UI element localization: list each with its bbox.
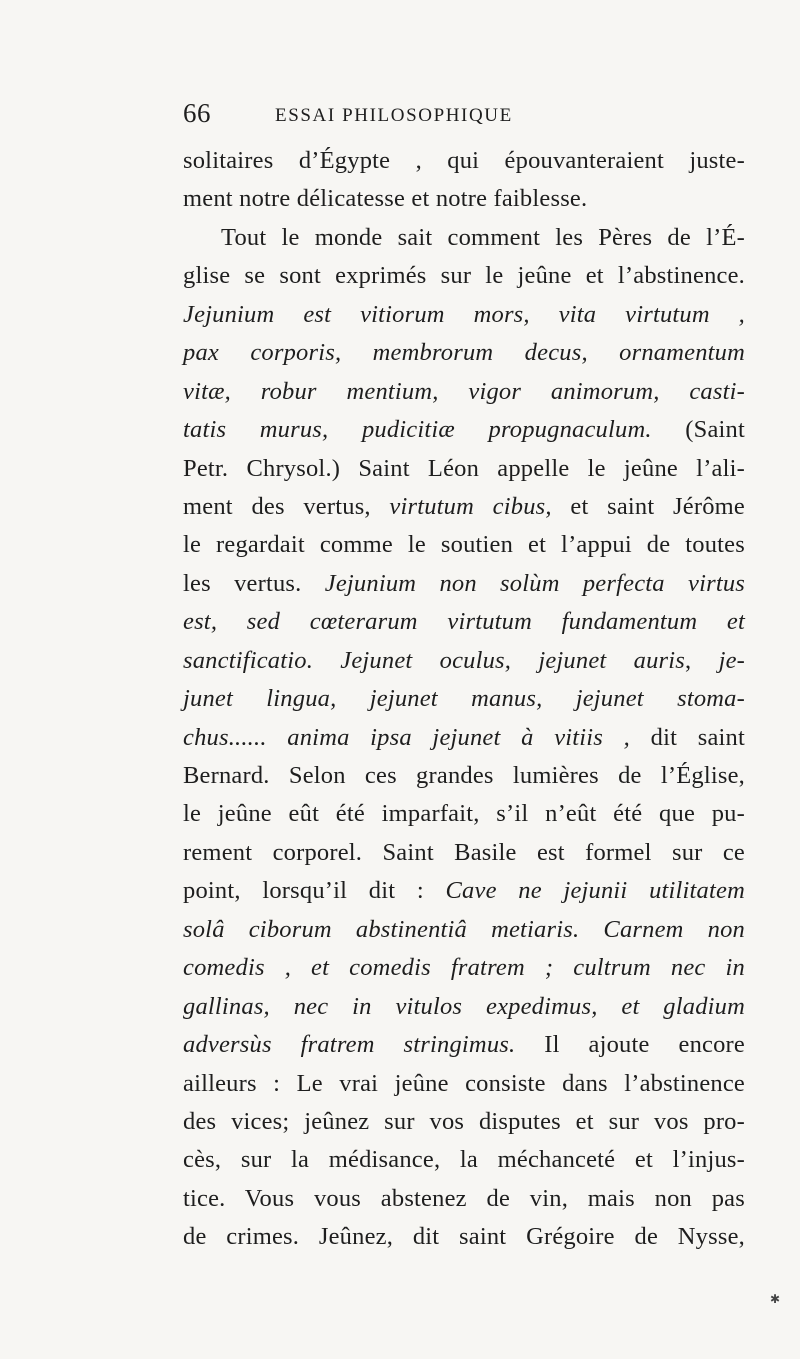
text-line (183, 988, 745, 1026)
text-line (183, 373, 745, 411)
text-line (183, 872, 745, 910)
text-segment: tice. Vous vous abstenez de vin, mais non pas (183, 1184, 745, 1212)
latin-quote-segment: adversùs fratrem stringimus. (183, 1031, 516, 1059)
text-line (183, 911, 745, 949)
text-segment: les vertus. (183, 569, 325, 597)
text-line (183, 834, 745, 872)
latin-quote-segment: Jejunium non solùm perfecta virtus (324, 569, 746, 597)
text-segment: Tout le monde sait comment les Pères de l’É- (221, 223, 745, 251)
text-segment: glise se sont exprimés sur le jeûne et l’abstinence. (183, 262, 745, 290)
latin-quote-segment: gallinas, nec in vitulos expedimus, et gladium (183, 992, 745, 1020)
text-line (183, 757, 745, 795)
text-line (183, 642, 745, 680)
latin-quote-segment: solâ ciborum abstinentiâ metiaris. Carnem non (183, 915, 745, 943)
text-line (183, 1141, 745, 1179)
latin-quote-segment: Cave ne jejunii utilitatem (445, 877, 745, 905)
latin-quote-segment: sanctificatio. Jejunet oculus, jejunet auris (183, 646, 686, 674)
running-head-title: ESSAI PHILOSOPHIQUE (275, 105, 513, 126)
latin-quote-segment: est, sed cœterarum virtutum fundamentum et (183, 608, 745, 636)
text-line (183, 795, 745, 833)
latin-quote-segment: pax corporis, membrorum decus, ornamentum (183, 339, 745, 367)
text-segment: ailleurs : Le vrai jeûne consiste dans l’abstinence (183, 1069, 745, 1097)
latin-quote-segment: comedis , et comedis fratrem ; cultrum nec in (183, 954, 745, 982)
latin-quote-segment: vitæ, robur mentium, vigor animorum, casti- (183, 377, 745, 405)
text-line (183, 1103, 745, 1141)
text-segment: Il ajoute encore (515, 1031, 745, 1059)
body-text (183, 142, 745, 1257)
latin-quote-segment: virtutum cibus, (389, 492, 552, 520)
text-segment: point, lorsqu’il dit : (183, 877, 446, 905)
text-segment: (Saint (651, 416, 745, 444)
page-number: 66 (183, 98, 211, 128)
text-line (183, 488, 745, 526)
text-line (183, 411, 745, 449)
text-line (183, 334, 745, 372)
text-segment: Bernard. Selon ces grandes lumières de l’Église, (183, 762, 745, 789)
text-line (183, 1065, 745, 1103)
text-line (183, 680, 745, 718)
text-line (183, 296, 745, 334)
text-line (183, 219, 745, 257)
text-line (183, 565, 745, 603)
latin-quote-segment: tatis murus, pudicitiæ propugnaculum. (183, 416, 652, 444)
text-segment: Petr. Chrysol.) Saint Léon appelle le jeûne l’ali- (183, 454, 745, 482)
text-segment: de crimes. Jeûnez, dit saint Grégoire de Nysse, (183, 1223, 745, 1251)
text-segment: et saint Jérôme (551, 492, 745, 520)
text-line (183, 603, 745, 641)
text-segment: rement corporel. Saint Basile est formel sur ce (183, 838, 745, 866)
text-segment: le regardait comme le soutien et l’appui de toutes (183, 531, 745, 559)
latin-quote-segment: junet lingua, jejunet manus, jejunet stoma- (183, 685, 745, 713)
text-line (183, 180, 745, 218)
text-segment: dit saint (630, 723, 745, 751)
text-line (183, 1218, 745, 1256)
text-segment: ment notre délicatesse et notre faiblesse. (183, 185, 588, 213)
text-line (183, 1180, 745, 1218)
running-head (183, 98, 743, 138)
text-segment: , (685, 646, 692, 674)
text-line (183, 142, 745, 180)
text-line (183, 1026, 745, 1064)
text-segment: des vices; jeûnez sur vos disputes et sur vos pro- (183, 1107, 745, 1135)
text-line (183, 526, 745, 564)
text-segment: solitaires d’Égypte , qui épouvanteraient juste- (183, 147, 745, 174)
text-segment: ment des vertus, (183, 492, 390, 520)
text-line (183, 450, 745, 488)
print-speck-mark: ✱ (770, 1292, 781, 1306)
text-segment: cès, sur la médisance, la méchanceté et l’injus- (183, 1146, 745, 1174)
text-line (183, 719, 745, 757)
latin-quote-segment: je- (691, 646, 746, 674)
text-segment: le jeûne eût été imparfait, s’il n’eût été que pu- (183, 800, 745, 828)
latin-quote-segment: chus...... anima ipsa jejunet à vitiis , (183, 723, 630, 751)
latin-quote-segment: Jejunium est vitiorum mors, vita virtutum , (183, 300, 745, 328)
text-line (183, 257, 745, 295)
text-line (183, 949, 745, 987)
